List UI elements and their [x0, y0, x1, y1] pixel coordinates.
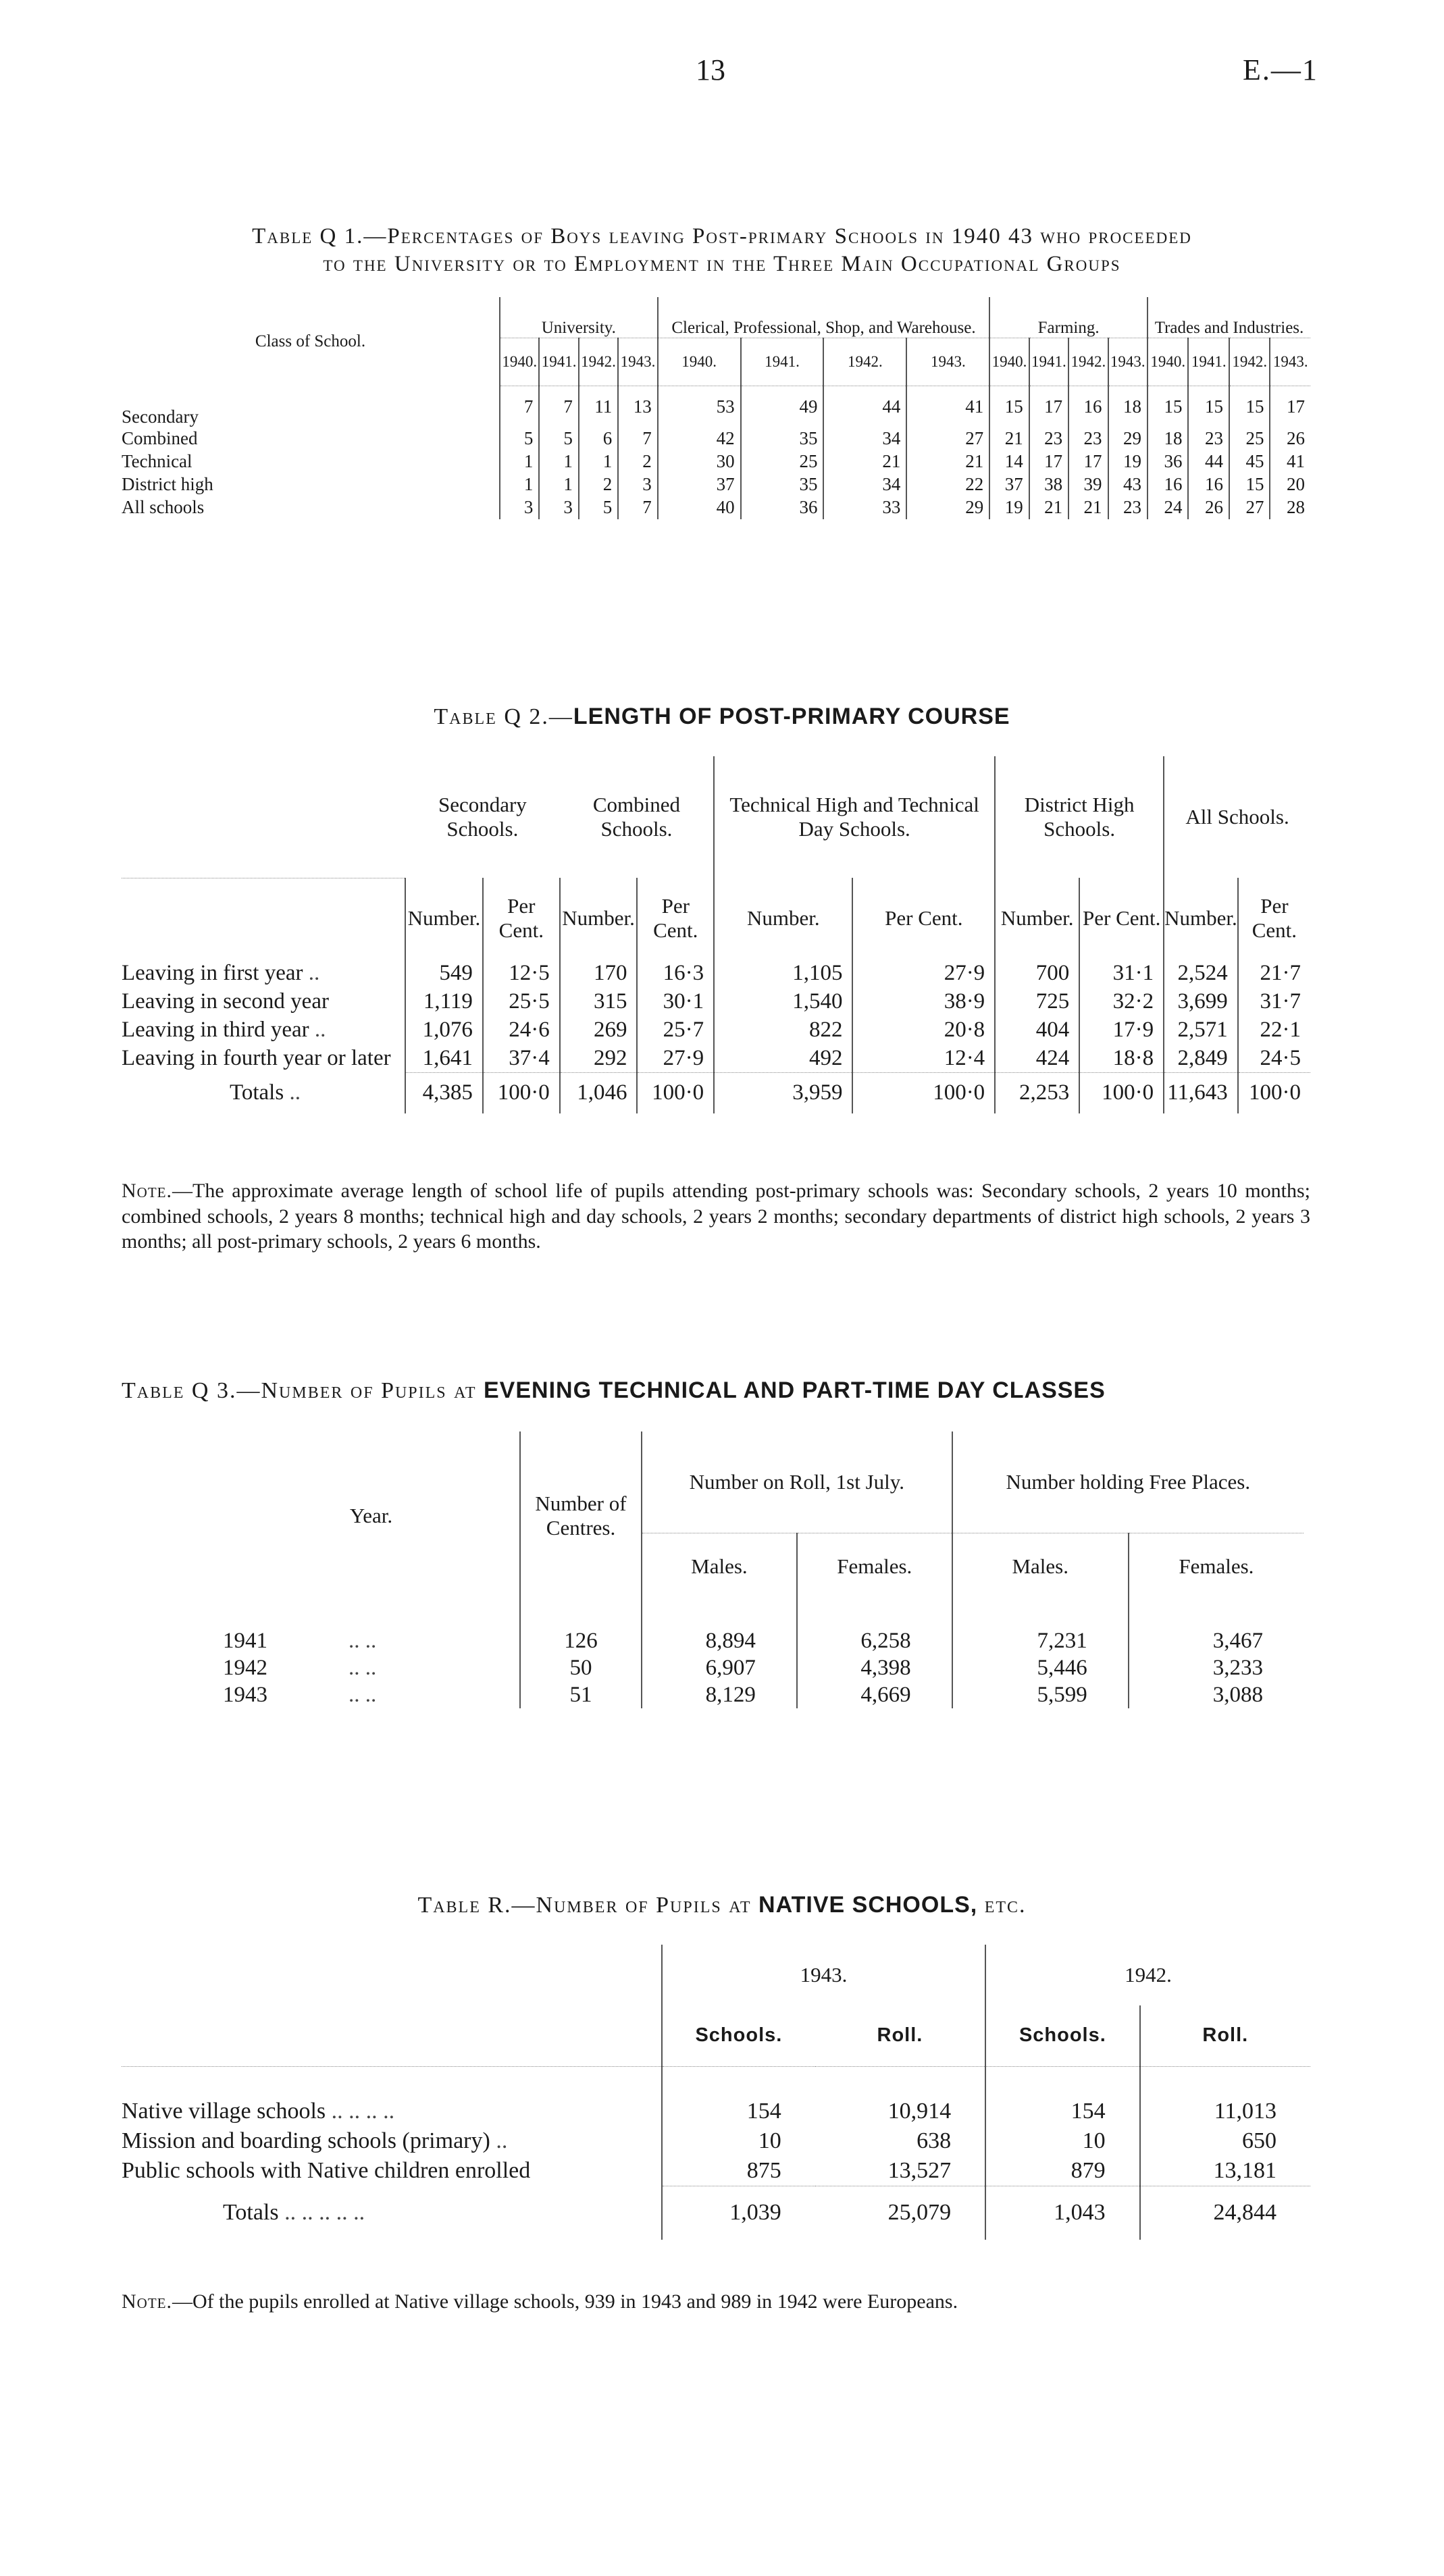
q1-year-header: 1942. — [823, 338, 906, 386]
q1-cell: 1 — [579, 450, 618, 473]
q3-roll-females: Females. — [797, 1533, 952, 1600]
q3-cell: 3,467 — [1129, 1627, 1304, 1654]
qr-roll-1942: Roll. — [1140, 2005, 1310, 2066]
q1-cell: 21 — [989, 427, 1029, 450]
q3-year-cell — [223, 1681, 520, 1708]
q1-year-header: 1941. — [539, 338, 578, 386]
qr-note-prefix: Note. — [122, 2290, 172, 2313]
qr-totals-dots: .. .. .. .. .. — [284, 2200, 365, 2225]
q2-cell: 2,524 — [1164, 959, 1238, 987]
q2-note-prefix: Note. — [122, 1180, 172, 1202]
table-r-title — [0, 1891, 1444, 1920]
q3-roll-header: Number on Roll, 1st July. — [642, 1431, 952, 1533]
table-r — [122, 1945, 1310, 2240]
q2-number-header: Number. — [714, 878, 852, 959]
q3-free-header: Number holding Free Places. — [952, 1431, 1304, 1533]
q3-year-cell — [223, 1654, 520, 1681]
qr-row-dots: .. .. .. .. — [331, 2098, 395, 2124]
q1-cell: 2 — [618, 450, 657, 473]
q1-cell: 41 — [906, 386, 989, 427]
q1-class-header: Class of School. — [255, 332, 366, 350]
qr-roll-1943: Roll. — [815, 2005, 985, 2066]
q2-cell: 12·4 — [852, 1044, 995, 1073]
q1-cell: 16 — [1148, 473, 1189, 496]
table-q1 — [122, 297, 1310, 519]
q2-number-header: Number. — [1164, 878, 1238, 959]
q1-cell: 5 — [579, 496, 618, 519]
table-q1-title — [0, 223, 1444, 279]
q1-cell: 28 — [1270, 496, 1310, 519]
qr-totals-row — [122, 2186, 1310, 2240]
q2-row-label: Leaving in fourth year or later — [122, 1045, 391, 1070]
table-q3 — [223, 1431, 1304, 1708]
table-q2-title-prefix: Table Q 2.— — [434, 704, 573, 729]
q2-cell: 1,105 — [714, 959, 852, 987]
q2-row-label: Leaving in first year — [122, 960, 303, 985]
q3-year-dots: .. .. — [349, 1655, 377, 1680]
q2-group-secondary: Secondary Schools. — [438, 793, 527, 841]
q2-cell: 22·1 — [1238, 1016, 1310, 1044]
table-row — [122, 2126, 1310, 2156]
q1-row-label: Technical — [122, 451, 192, 471]
q1-cell: 19 — [989, 496, 1029, 519]
table-q1-title-line2: to the University or to Employment in the Three Main Occupational Groups — [323, 252, 1121, 277]
table-row — [223, 1627, 1304, 1654]
qr-note-text: —Of the pupils enrolled at Native village schools, 939 in 1943 and 989 in 1942 were Europeans. — [172, 2290, 958, 2313]
q2-cell: 37·4 — [483, 1044, 560, 1073]
q1-cell: 36 — [741, 496, 824, 519]
q1-cell: 18 — [1148, 427, 1189, 450]
q2-number-header: Number. — [560, 878, 638, 959]
q1-cell: 1 — [539, 473, 578, 496]
q1-cell: 37 — [989, 473, 1029, 496]
q2-cell: 549 — [405, 959, 483, 987]
q3-year: 1941 — [223, 1628, 267, 1653]
table-r-note — [122, 2289, 1310, 2315]
q1-cell: 20 — [1270, 473, 1310, 496]
q1-cell: 7 — [539, 386, 578, 427]
q2-row-label: Leaving in third year — [122, 1017, 309, 1042]
q1-cell: 7 — [618, 496, 657, 519]
qr-cell: 154 — [662, 2097, 815, 2126]
q1-cell: 3 — [539, 496, 578, 519]
q3-cell: 7,231 — [952, 1627, 1129, 1654]
table-q2-note — [122, 1178, 1310, 1255]
q1-cell: 21 — [1068, 496, 1108, 519]
q1-cell: 17 — [1029, 386, 1068, 427]
q2-number-header: Number. — [995, 878, 1079, 959]
q3-year: 1942 — [223, 1655, 267, 1680]
q2-cell: 24·6 — [483, 1016, 560, 1044]
q1-row-label: All schools — [122, 497, 205, 517]
q2-row-label-cell — [122, 959, 405, 987]
q3-cell: 126 — [520, 1627, 642, 1654]
qr-total-cell: 1,039 — [662, 2186, 815, 2240]
qr-row-label: Public schools with Native children enrolled — [122, 2157, 531, 2183]
table-q3-title — [122, 1377, 1106, 1404]
q1-cell: 18 — [1108, 386, 1148, 427]
qr-row-dots: .. — [496, 2128, 508, 2153]
q2-cell: 3,699 — [1164, 987, 1238, 1016]
q1-cell: 23 — [1188, 427, 1229, 450]
q2-cell: 725 — [995, 987, 1079, 1016]
table-q3-title-prefix: Table Q 3.—Number of Pupils at — [122, 1378, 484, 1403]
q1-group-trades: Trades and Industries. — [1148, 297, 1310, 338]
q2-cell: 31·7 — [1238, 987, 1310, 1016]
q2-group-technical: Technical High and Technical Day Schools. — [714, 756, 995, 878]
q2-cell: 822 — [714, 1016, 852, 1044]
q2-sub-spacer — [122, 878, 405, 959]
q2-cell: 404 — [995, 1016, 1079, 1044]
q2-percent-header: Per Cent. — [637, 878, 714, 959]
q2-cell: 30·1 — [637, 987, 714, 1016]
q2-cell: 20·8 — [852, 1016, 995, 1044]
q1-cell: 25 — [1229, 427, 1270, 450]
q1-cell: 1 — [500, 450, 539, 473]
q1-cell: 36 — [1148, 450, 1189, 473]
q1-cell: 26 — [1188, 496, 1229, 519]
q1-cell: 13 — [618, 386, 657, 427]
q1-cell: 23 — [1108, 496, 1148, 519]
q2-cell: 25·5 — [483, 987, 560, 1016]
q1-cell: 19 — [1108, 450, 1148, 473]
q2-cell: 269 — [560, 1016, 638, 1044]
qr-totals-label: Totals — [223, 2200, 279, 2225]
q1-year-header: 1940. — [989, 338, 1029, 386]
q3-cell: 3,233 — [1129, 1654, 1304, 1681]
qr-row-label: Native village schools — [122, 2098, 326, 2124]
q1-cell: 33 — [823, 496, 906, 519]
q1-cell: 35 — [741, 427, 824, 450]
q2-cell: 700 — [995, 959, 1079, 987]
q1-group-clerical: Clerical, Professional, Shop, and Warehouse. — [658, 297, 990, 338]
q2-cell: 32·2 — [1079, 987, 1164, 1016]
qr-cell: 13,181 — [1140, 2156, 1310, 2186]
q2-row-dots: .. — [308, 960, 320, 985]
qr-year-1942: 1942. — [985, 1945, 1310, 2005]
qr-row-label: Mission and boarding schools (primary) — [122, 2128, 490, 2153]
q1-cell: 3 — [618, 473, 657, 496]
q2-percent-header: Per Cent. — [1238, 878, 1310, 959]
q3-cell: 4,669 — [797, 1681, 952, 1708]
q3-centres-header: Number of Centres. — [520, 1431, 642, 1600]
q1-cell: 44 — [1188, 450, 1229, 473]
q2-cell: 315 — [560, 987, 638, 1016]
q1-cell: 45 — [1229, 450, 1270, 473]
q1-cell: 30 — [658, 450, 741, 473]
q1-year-header: 1943. — [618, 338, 657, 386]
q2-totals-dots: .. — [289, 1080, 301, 1105]
q1-cell: 34 — [823, 427, 906, 450]
q1-cell: 24 — [1148, 496, 1189, 519]
q2-cell: 27·9 — [852, 959, 995, 987]
q1-cell: 27 — [1229, 496, 1270, 519]
q2-total-cell: 100·0 — [852, 1073, 995, 1113]
table-q2-title — [0, 702, 1444, 732]
q1-cell: 42 — [658, 427, 741, 450]
q1-cell: 21 — [906, 450, 989, 473]
q3-year: 1943 — [223, 1682, 267, 1707]
q2-total-cell: 1,046 — [560, 1073, 638, 1113]
q1-cell: 7 — [618, 427, 657, 450]
q1-cell: 5 — [539, 427, 578, 450]
table-row — [122, 386, 1310, 427]
qr-schools-1942: Schools. — [985, 2005, 1140, 2066]
table-row — [122, 427, 1310, 450]
q2-totals-label-cell — [122, 1073, 405, 1113]
q1-cell: 17 — [1029, 450, 1068, 473]
q1-year-header: 1940. — [1148, 338, 1189, 386]
q2-cell: 18·8 — [1079, 1044, 1164, 1073]
table-row — [122, 987, 1310, 1016]
q3-year-cell — [223, 1627, 520, 1654]
q1-cell: 49 — [741, 386, 824, 427]
qr-row-label-cell — [122, 2126, 662, 2156]
q1-cell: 44 — [823, 386, 906, 427]
q3-year-dots: .. .. — [349, 1682, 377, 1707]
q1-cell: 5 — [500, 427, 539, 450]
table-row — [122, 450, 1310, 473]
q1-cell: 37 — [658, 473, 741, 496]
qr-year-1943: 1943. — [662, 1945, 985, 2005]
qr-cell: 875 — [662, 2156, 815, 2186]
qr-row-label-cell — [122, 2097, 662, 2126]
q1-year-header: 1941. — [1188, 338, 1229, 386]
qr-cell: 638 — [917, 2128, 952, 2153]
q1-cell: 7 — [500, 386, 539, 427]
q1-cell: 14 — [989, 450, 1029, 473]
q2-cell: 25·7 — [637, 1016, 714, 1044]
q2-cell: 38·9 — [852, 987, 995, 1016]
q1-year-header: 1940. — [658, 338, 741, 386]
q2-total-cell: 11,643 — [1164, 1073, 1238, 1113]
qr-totals-label-cell — [122, 2186, 662, 2240]
q2-cell: 12·5 — [483, 959, 560, 987]
q1-group-farming: Farming. — [989, 297, 1148, 338]
q1-cell: 1 — [539, 450, 578, 473]
q2-cell: 1,540 — [714, 987, 852, 1016]
page-reference: E.—1 — [1243, 53, 1318, 86]
q2-row-label-cell — [122, 1044, 405, 1073]
q2-cell: 292 — [560, 1044, 638, 1073]
q1-year-header: 1942. — [1229, 338, 1270, 386]
table-r-title-prefix: Table R.—Number of Pupils at — [417, 1893, 759, 1918]
q3-roll-males: Males. — [642, 1533, 797, 1600]
q3-cell: 51 — [520, 1681, 642, 1708]
qr-cell: 11,013 — [1140, 2097, 1310, 2126]
table-row — [223, 1654, 1304, 1681]
q3-cell: 6,258 — [797, 1627, 952, 1654]
table-row — [122, 1044, 1310, 1073]
q1-cell: 29 — [906, 496, 989, 519]
q1-cell: 34 — [823, 473, 906, 496]
q2-total-cell: 3,959 — [714, 1073, 852, 1113]
q3-year-header: Year. — [349, 1504, 393, 1528]
q2-total-cell: 4,385 — [405, 1073, 483, 1113]
q1-cell: 6 — [579, 427, 618, 450]
q2-cell: 170 — [560, 959, 638, 987]
q2-percent-header: Per Cent. — [483, 878, 560, 959]
table-r-title-suffix: etc. — [977, 1893, 1027, 1918]
q3-year-dots: .. .. — [349, 1628, 377, 1653]
table-row — [223, 1681, 1304, 1708]
q1-year-header: 1943. — [906, 338, 989, 386]
q1-cell: 15 — [989, 386, 1029, 427]
q2-row-label-cell — [122, 987, 405, 1016]
q1-cell: 17 — [1270, 386, 1310, 427]
q1-cell: 39 — [1068, 473, 1108, 496]
q1-cell: 38 — [1029, 473, 1068, 496]
q2-note-text: —The approximate average length of school life of pupils attending post-primary schools was: Secondary schools, 2 years 10 months; combined schools, 2 years 8 months; technical high and day schools, 2 years 2 months; secondary departments of district high schools, 2 years 3 months; all post-primary schools, 2 years 6 months. — [122, 1180, 1310, 1253]
q2-cell: 2,849 — [1164, 1044, 1238, 1073]
q1-cell: 25 — [741, 450, 824, 473]
q2-cell: 1,076 — [405, 1016, 483, 1044]
q1-cell: 17 — [1068, 450, 1108, 473]
q2-cell: 424 — [995, 1044, 1079, 1073]
q2-group-all: All Schools. — [1164, 756, 1310, 878]
q2-row-label-cell — [122, 1016, 405, 1044]
qr-total-cell: 1,043 — [985, 2186, 1140, 2240]
table-row — [122, 1016, 1310, 1044]
q3-cell: 5,446 — [952, 1654, 1129, 1681]
q1-cell: 15 — [1188, 386, 1229, 427]
q1-row-label: Secondary — [122, 406, 199, 427]
q2-cell: 1,641 — [405, 1044, 483, 1073]
qr-total-cell: 25,079 — [815, 2186, 985, 2240]
q1-cell: 26 — [1270, 427, 1310, 450]
qr-cell: 879 — [985, 2156, 1140, 2186]
q1-cell: 40 — [658, 496, 741, 519]
q3-free-males: Males. — [952, 1533, 1129, 1600]
qr-total-cell: 24,844 — [1140, 2186, 1310, 2240]
page-number: 13 — [696, 53, 725, 86]
q2-cell: 27·9 — [637, 1044, 714, 1073]
table-q2-title-bold: LENGTH OF POST-PRIMARY COURSE — [573, 704, 1010, 729]
q3-cell: 8,894 — [642, 1627, 797, 1654]
q1-cell: 16 — [1188, 473, 1229, 496]
q3-cell: 8,129 — [642, 1681, 797, 1708]
q1-cell: 53 — [658, 386, 741, 427]
q2-total-cell: 100·0 — [483, 1073, 560, 1113]
q2-total-cell: 2,253 — [995, 1073, 1079, 1113]
q1-year-header: 1940. — [500, 338, 539, 386]
qr-schools-1943: Schools. — [662, 2005, 815, 2066]
table-row — [122, 959, 1310, 987]
q2-totals-row — [122, 1073, 1310, 1113]
q2-cell: 31·1 — [1079, 959, 1164, 987]
q3-free-females: Females. — [1129, 1533, 1304, 1600]
q2-percent-header: Per Cent. — [1079, 878, 1164, 959]
q1-cell: 23 — [1029, 427, 1068, 450]
qr-cell: 650 — [1140, 2126, 1310, 2156]
q2-cell: 17·9 — [1079, 1016, 1164, 1044]
table-q1-title-line1: Table Q 1.—Percentages of Boys leaving Post-primary Schools in 1940 43 who proceeded — [252, 224, 1192, 248]
q1-cell: 11 — [579, 386, 618, 427]
q1-cell: 22 — [906, 473, 989, 496]
q1-cell: 27 — [906, 427, 989, 450]
q2-total-cell: 100·0 — [1079, 1073, 1164, 1113]
q2-cell: 492 — [714, 1044, 852, 1073]
q1-cell: 21 — [823, 450, 906, 473]
table-r-title-bold: NATIVE SCHOOLS, — [758, 1892, 978, 1918]
q2-total-cell: 100·0 — [637, 1073, 714, 1113]
q1-cell: 43 — [1108, 473, 1148, 496]
q1-cell: 41 — [1270, 450, 1310, 473]
q1-cell: 21 — [1029, 496, 1068, 519]
q1-cell: 35 — [741, 473, 824, 496]
q2-cell: 2,571 — [1164, 1016, 1238, 1044]
q3-cell: 4,398 — [797, 1654, 952, 1681]
q1-year-header: 1942. — [579, 338, 618, 386]
q1-cell: 23 — [1068, 427, 1108, 450]
q2-number-header: Number. — [405, 878, 483, 959]
q1-cell: 16 — [1068, 386, 1108, 427]
table-q2 — [122, 756, 1310, 1113]
table-row — [122, 473, 1310, 496]
q2-group-district: District High Schools. — [995, 756, 1164, 878]
qr-row-label-cell — [122, 2156, 662, 2186]
table-row — [122, 496, 1310, 519]
q2-cell: 24·5 — [1238, 1044, 1310, 1073]
q1-cell: 3 — [500, 496, 539, 519]
q1-cell: 15 — [1229, 386, 1270, 427]
q2-cell: 1,119 — [405, 987, 483, 1016]
q2-row-dots: .. — [314, 1017, 326, 1042]
q2-group-combined: Combined Schools. — [592, 793, 681, 841]
q1-year-header: 1943. — [1108, 338, 1148, 386]
q2-row-label: Leaving in second year — [122, 989, 329, 1014]
q2-cell: 21·7 — [1238, 959, 1310, 987]
q1-group-university: University. — [500, 297, 658, 338]
q3-cell: 6,907 — [642, 1654, 797, 1681]
q2-percent-header: Per Cent. — [852, 878, 995, 959]
q1-year-header: 1941. — [1029, 338, 1068, 386]
qr-cell: 13,527 — [887, 2157, 952, 2183]
q1-cell: 29 — [1108, 427, 1148, 450]
q1-year-header: 1943. — [1270, 338, 1310, 386]
q3-cell: 5,599 — [952, 1681, 1129, 1708]
q2-totals-label: Totals — [230, 1080, 284, 1105]
qr-cell: 154 — [985, 2097, 1140, 2126]
q1-row-label: District high — [122, 474, 213, 494]
q3-cell: 50 — [520, 1654, 642, 1681]
q2-cell: 16·3 — [637, 959, 714, 987]
q1-cell: 15 — [1229, 473, 1270, 496]
table-row — [122, 2097, 1310, 2126]
qr-cell: 10 — [985, 2126, 1140, 2156]
q1-year-header: 1941. — [741, 338, 824, 386]
table-row — [122, 2156, 1310, 2186]
q3-cell: 3,088 — [1129, 1681, 1304, 1708]
q1-cell: 1 — [500, 473, 539, 496]
q1-row-label: Combined — [122, 428, 198, 448]
q1-cell: 15 — [1148, 386, 1189, 427]
q1-year-header: 1942. — [1068, 338, 1108, 386]
q1-cell: 2 — [579, 473, 618, 496]
table-q3-title-bold: EVENING TECHNICAL AND PART-TIME DAY CLASSES — [483, 1377, 1106, 1403]
qr-cell: 10 — [662, 2126, 815, 2156]
qr-cell: 10,914 — [887, 2098, 952, 2124]
q2-total-cell: 100·0 — [1238, 1073, 1310, 1113]
